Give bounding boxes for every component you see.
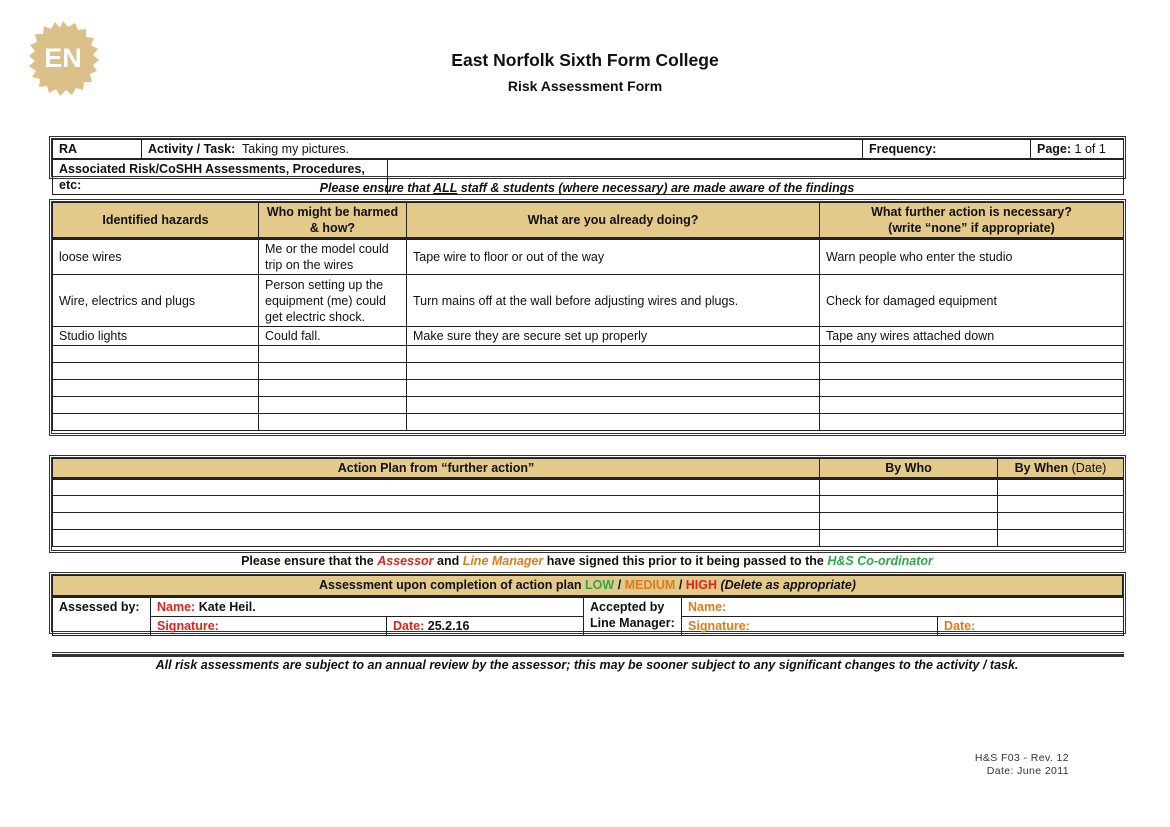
further-action-header <box>820 203 1124 239</box>
risk-low: LOW <box>585 578 615 593</box>
accepted-by-label <box>584 597 682 635</box>
risk-sep: / <box>614 578 625 593</box>
lm-name-cell[interactable] <box>682 597 1124 616</box>
assessment-heading-text: Assessment upon completion of action plan <box>319 578 586 593</box>
assessor-date-value: 25.2.16 <box>427 618 470 633</box>
empty-cell[interactable] <box>820 397 1124 414</box>
findings-notice <box>0 181 1170 195</box>
empty-cell[interactable] <box>820 479 998 496</box>
table-cell: loose wires <box>53 239 259 275</box>
activity-value: Taking my pictures. <box>242 142 350 156</box>
table-cell: Wire, electrics and plugs <box>53 275 259 327</box>
line-manager-label: Line Manager: <box>590 615 675 630</box>
form-reference <box>900 752 1069 778</box>
empty-cell[interactable] <box>53 397 259 414</box>
empty-cell[interactable] <box>820 380 1124 397</box>
assoc-label: Associated Risk/CoSHH Assessments, Procedures, etc: <box>53 160 388 195</box>
table-cell: Tape wire to floor or out of the way <box>407 239 820 275</box>
empty-cell[interactable] <box>259 346 407 363</box>
hs-coordinator-text: H&S Co-ordinator <box>827 554 933 568</box>
risk-medium: MEDIUM <box>624 578 676 593</box>
table-cell: Warn people who enter the studio <box>820 239 1124 275</box>
notice-post: staff & students (where necessary) are made aware of the findings <box>457 181 855 195</box>
table-cell: Me or the model could trip on the wires <box>259 239 407 275</box>
empty-cell[interactable] <box>53 346 259 363</box>
empty-cell[interactable] <box>998 496 1124 513</box>
form-date: Date: June 2011 <box>986 765 1069 777</box>
delete-note: (Delete as appropriate) <box>717 578 856 593</box>
signature-label: Signature: <box>157 618 219 633</box>
hazard-frame <box>49 199 1126 436</box>
empty-cell[interactable] <box>53 513 820 530</box>
notice-all: ALL <box>433 181 458 195</box>
assessed-by-label: Assessed by: <box>53 597 151 635</box>
page-cell <box>1031 140 1124 159</box>
table-cell: Could fall. <box>259 327 407 346</box>
top-info-table <box>52 139 1124 159</box>
accepted-by-text: Accepted by <box>590 599 665 614</box>
by-who-header: By Who <box>820 459 998 479</box>
lm-signature-cell[interactable] <box>682 616 938 635</box>
already-doing-header: What are you already doing? <box>407 203 820 239</box>
notice-pre: Please ensure that <box>319 181 434 195</box>
table-cell: Studio lights <box>53 327 259 346</box>
assessor-name-value: Kate Heil. <box>198 599 256 614</box>
table-cell: Check for damaged equipment <box>820 275 1124 327</box>
empty-cell[interactable] <box>820 363 1124 380</box>
empty-cell[interactable] <box>998 513 1124 530</box>
logo-text: EN <box>44 43 82 73</box>
empty-cell[interactable] <box>820 496 998 513</box>
empty-cell[interactable] <box>407 346 820 363</box>
ra-label: RA <box>53 140 142 159</box>
form-ref: H&S F03 - Rev. 12 <box>974 752 1069 764</box>
table-cell: Person setting up the equipment (me) could get electric shock. <box>259 275 407 327</box>
empty-cell[interactable] <box>820 530 998 547</box>
hazard-table <box>52 202 1124 431</box>
risk-sep: / <box>675 578 686 593</box>
empty-cell[interactable] <box>259 363 407 380</box>
hazards-header: Identified hazards <box>53 203 259 239</box>
college-title: East Norfolk Sixth Form College <box>451 50 719 70</box>
sign-notice-t1: Please ensure that the <box>241 554 378 568</box>
assessment-heading <box>53 576 1123 596</box>
review-note: All risk assessments are subject to an annual review by the assessor; this may be sooner subject to any significant changes to the activity / task. <box>155 658 1019 672</box>
action-plan-header: Action Plan from “further action” <box>53 459 820 479</box>
sign-notice-t2: and <box>433 554 463 568</box>
lm-date-label: Date: <box>944 618 976 633</box>
footer-divider <box>52 652 1124 657</box>
empty-cell[interactable] <box>407 363 820 380</box>
table-cell: Tape any wires attached down <box>820 327 1124 346</box>
page-value: 1 of 1 <box>1074 142 1106 156</box>
empty-cell[interactable] <box>407 380 820 397</box>
who-harmed-header: Who might be harmed & how? <box>259 203 407 239</box>
empty-cell[interactable] <box>259 414 407 431</box>
further-action-title: What further action is necessary? <box>871 205 1072 219</box>
empty-cell[interactable] <box>53 530 820 547</box>
empty-cell[interactable] <box>259 380 407 397</box>
empty-cell[interactable] <box>998 530 1124 547</box>
sign-notice <box>0 554 1170 568</box>
empty-cell[interactable] <box>53 496 820 513</box>
empty-cell[interactable] <box>820 346 1124 363</box>
form-title: Risk Assessment Form <box>507 78 663 94</box>
by-when-header <box>998 459 1124 479</box>
name-label: Name: <box>157 599 196 614</box>
empty-cell[interactable] <box>407 414 820 431</box>
action-plan-frame <box>49 455 1126 553</box>
activity-cell <box>142 140 863 159</box>
empty-cell[interactable] <box>820 414 1124 431</box>
assessor-signature-cell[interactable] <box>151 616 387 635</box>
assessment-table <box>52 597 1124 636</box>
empty-cell[interactable] <box>407 397 820 414</box>
by-when-label: By When <box>1014 461 1069 475</box>
action-plan-table <box>52 458 1124 547</box>
assessor-date-cell[interactable] <box>387 616 584 635</box>
further-action-note: (write “none” if appropriate) <box>888 221 1055 235</box>
sign-notice-t3: have signed this prior to it being passed to the <box>543 554 828 568</box>
by-when-suffix: (Date) <box>1071 461 1107 475</box>
activity-label: Activity / Task: <box>148 142 236 156</box>
assessor-text: Assessor <box>377 554 434 568</box>
empty-cell[interactable] <box>259 397 407 414</box>
table-cell: Make sure they are secure set up properly <box>407 327 820 346</box>
table-cell: Turn mains off at the wall before adjusting wires and plugs. <box>407 275 820 327</box>
frequency-label: Frequency: <box>863 140 1031 159</box>
empty-cell[interactable] <box>998 479 1124 496</box>
empty-cell[interactable] <box>53 363 259 380</box>
empty-cell[interactable] <box>53 479 820 496</box>
page-label: Page: <box>1037 142 1072 156</box>
risk-high: HIGH <box>685 578 718 593</box>
lm-signature-label: Signature: <box>688 618 750 633</box>
empty-cell[interactable] <box>53 414 259 431</box>
empty-cell[interactable] <box>53 380 259 397</box>
assessment-frame <box>49 572 1126 634</box>
date-label: Date: <box>393 618 425 633</box>
lm-name-label: Name: <box>688 599 727 614</box>
line-manager-text: Line Manager <box>462 554 544 568</box>
assessment-header-table <box>52 575 1123 597</box>
assessor-name-cell[interactable] <box>151 597 584 616</box>
empty-cell[interactable] <box>820 513 998 530</box>
lm-date-cell[interactable] <box>938 616 1124 635</box>
